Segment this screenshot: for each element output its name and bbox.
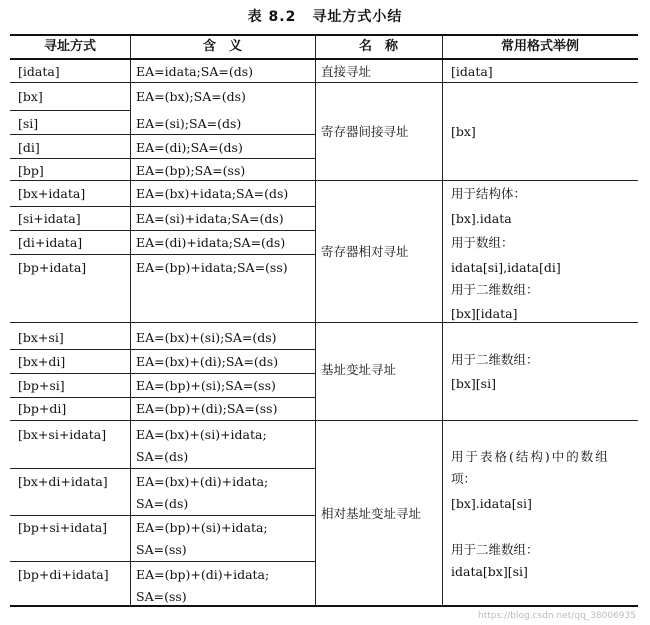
example-cell: [bx][si]: [451, 376, 496, 391]
table-number: 表 8.2: [247, 9, 297, 25]
example-cell: 用于二维数组：: [451, 352, 539, 367]
row-rule: [10, 561, 315, 562]
meaning-cell: SA=(ss): [136, 542, 187, 557]
meaning-cell: EA=(bp)+(si)+idata;: [136, 520, 268, 535]
row-rule: [10, 158, 315, 159]
name-cell: 相对基址变址寻址: [321, 506, 422, 521]
mode-cell: [bx+si]: [18, 330, 64, 345]
table-title-text: 寻址方式小结: [312, 9, 403, 25]
meaning-cell: SA=(ds): [136, 496, 189, 511]
mode-cell: [bx]: [18, 89, 43, 104]
mode-cell: [bx+si+idata]: [18, 427, 107, 442]
example-cell: 用于二维数组：: [451, 542, 539, 557]
meaning-cell: SA=(ss): [136, 589, 187, 604]
meaning-cell: EA=(bx);SA=(ds): [136, 89, 246, 104]
example-cell: [bx].idata[si]: [451, 496, 532, 511]
header-name: 名 称: [358, 39, 398, 54]
meaning-cell: SA=(ds): [136, 449, 189, 464]
mode-cell: [bp+si]: [18, 378, 65, 393]
table-rule: [10, 605, 638, 607]
meaning-cell: EA=(bp)+(si);SA=(ss): [136, 378, 276, 393]
mode-cell: [di+idata]: [18, 235, 83, 250]
meaning-cell: EA=(bx)+(si)+idata;: [136, 427, 267, 442]
table-rule: [10, 322, 638, 323]
header-meaning: 含 义: [202, 39, 242, 54]
mode-cell: [si+idata]: [18, 211, 81, 226]
example-cell: [idata]: [451, 64, 493, 79]
row-rule: [10, 373, 315, 374]
meaning-cell: EA=(bp)+(di);SA=(ss): [136, 401, 278, 416]
name-cell: 寄存器间接寻址: [321, 124, 409, 139]
table-rule: [10, 420, 638, 421]
column-divider: [130, 34, 131, 606]
row-rule: [10, 349, 315, 350]
row-rule: [10, 230, 315, 231]
meaning-cell: EA=(bx)+idata;SA=(ds): [136, 186, 289, 201]
name-cell: 直接寻址: [321, 64, 372, 79]
mode-cell: [bx+idata]: [18, 186, 86, 201]
example-cell: 项：: [451, 471, 477, 486]
header-example: 常用格式举例: [500, 39, 579, 54]
column-divider: [442, 34, 443, 606]
mode-cell: [di]: [18, 140, 40, 155]
meaning-cell: EA=(di);SA=(ds): [136, 140, 243, 155]
row-rule: [10, 515, 315, 516]
example-cell: 用于数组：: [451, 235, 514, 250]
header-mode: 寻址方式: [43, 39, 96, 54]
table-title: [0, 6, 650, 28]
meaning-cell: EA=idata;SA=(ds): [136, 64, 253, 79]
meaning-cell: EA=(si);SA=(ds): [136, 116, 242, 131]
row-rule: [10, 397, 315, 398]
table-rule: [10, 34, 638, 36]
mode-cell: [bp]: [18, 163, 44, 178]
example-cell: [bx][idata]: [451, 306, 518, 321]
meaning-cell: EA=(bp);SA=(ss): [136, 163, 246, 178]
mode-cell: [si]: [18, 116, 39, 131]
meaning-cell: EA=(bx)+(di);SA=(ds): [136, 354, 279, 369]
mode-cell: [idata]: [18, 64, 60, 79]
column-divider: [315, 34, 316, 606]
example-cell: idata[bx][si]: [451, 564, 528, 579]
meaning-cell: EA=(di)+idata;SA=(ds): [136, 235, 286, 250]
row-rule: [10, 254, 315, 255]
meaning-cell: EA=(bx)+(si);SA=(ds): [136, 330, 277, 345]
example-cell: [bx]: [451, 124, 476, 139]
row-rule: [10, 206, 315, 207]
example-cell: idata[si],idata[di]: [451, 260, 561, 275]
row-rule: [10, 468, 315, 469]
mode-cell: [bx+di+idata]: [18, 474, 108, 489]
name-cell: 寄存器相对寻址: [321, 244, 409, 259]
table-rule: [10, 82, 638, 83]
mode-cell: [bp+di]: [18, 401, 67, 416]
meaning-cell: EA=(bx)+(di)+idata;: [136, 474, 269, 489]
meaning-cell: EA=(bp)+idata;SA=(ss): [136, 260, 288, 275]
row-rule: [10, 110, 130, 111]
meaning-cell: EA=(bp)+(di)+idata;: [136, 567, 270, 582]
table-rule: [10, 58, 638, 60]
mode-cell: [bp+idata]: [18, 260, 87, 275]
table-rule: [10, 180, 638, 181]
mode-cell: [bp+di+idata]: [18, 567, 109, 582]
mode-cell: [bx+di]: [18, 354, 66, 369]
row-rule: [10, 134, 315, 135]
watermark: https://blog.csdn.net/qq_38006935: [477, 611, 636, 621]
meaning-cell: EA=(si)+idata;SA=(ds): [136, 211, 284, 226]
example-cell: 用于表格(结构)中的数组: [451, 449, 610, 464]
example-cell: [bx].idata: [451, 211, 512, 226]
example-cell: 用于二维数组：: [451, 282, 539, 297]
name-cell: 基址变址寻址: [321, 362, 397, 377]
mode-cell: [bp+si+idata]: [18, 520, 108, 535]
example-cell: 用于结构体：: [451, 186, 527, 201]
addressing-modes-table: [10, 34, 638, 606]
